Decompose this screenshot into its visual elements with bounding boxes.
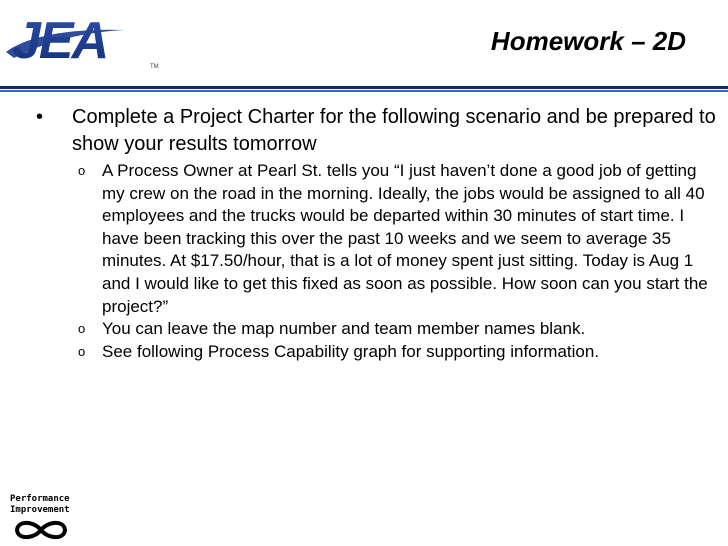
logo-line-improvement: Improvement: [10, 505, 70, 515]
circle-bullet-icon: o: [78, 321, 86, 337]
circle-bullet-icon: o: [78, 163, 86, 178]
sub-bullet-text: See following Process Capability graph for supporting information.: [102, 341, 600, 361]
sub-bullet-item: [78, 341, 716, 364]
sub-bullet-item: [78, 160, 716, 318]
logo-line-performance: Performance: [10, 494, 70, 504]
jea-logo: [4, 8, 164, 70]
infinity-icon: [12, 518, 70, 542]
svg-text:TM: TM: [150, 64, 159, 70]
main-bullet-text: Complete a Project Charter for the following scenario and be prepared to show your results tomorrow: [72, 106, 716, 155]
sub-bullet-list: [78, 160, 716, 363]
slide-title: Homework – 2D: [490, 26, 686, 56]
circle-bullet-icon: o: [78, 343, 86, 359]
slide-content: [36, 104, 716, 363]
sub-bullet-text: You can leave the map number and team member names blank.: [102, 319, 586, 339]
bullet-icon: •: [36, 106, 44, 128]
sub-bullet-item: [78, 318, 716, 341]
sub-bullet-text: A Process Owner at Pearl St. tells you “I just haven’t done a good job of getting my crew on the road in the morning. Ideally, the jobs would be assigned to all 40 employees and the trucks would be departed within 30 minutes of start time. I have been tracking this over the past 10 weeks and we seem to average 35 minutes. At $17.50/hour, that is a lot of money spent just sitting. Today is Aug 1 and I would like to get this fixed as soon as possible. How soon can you start the project?”: [102, 161, 708, 316]
svg-text:JEA: JEA: [12, 12, 108, 70]
main-bullet-item: [36, 104, 716, 158]
header-divider-dark: [0, 86, 728, 89]
performance-improvement-logo: [10, 494, 74, 544]
header-divider-light: [0, 90, 728, 92]
